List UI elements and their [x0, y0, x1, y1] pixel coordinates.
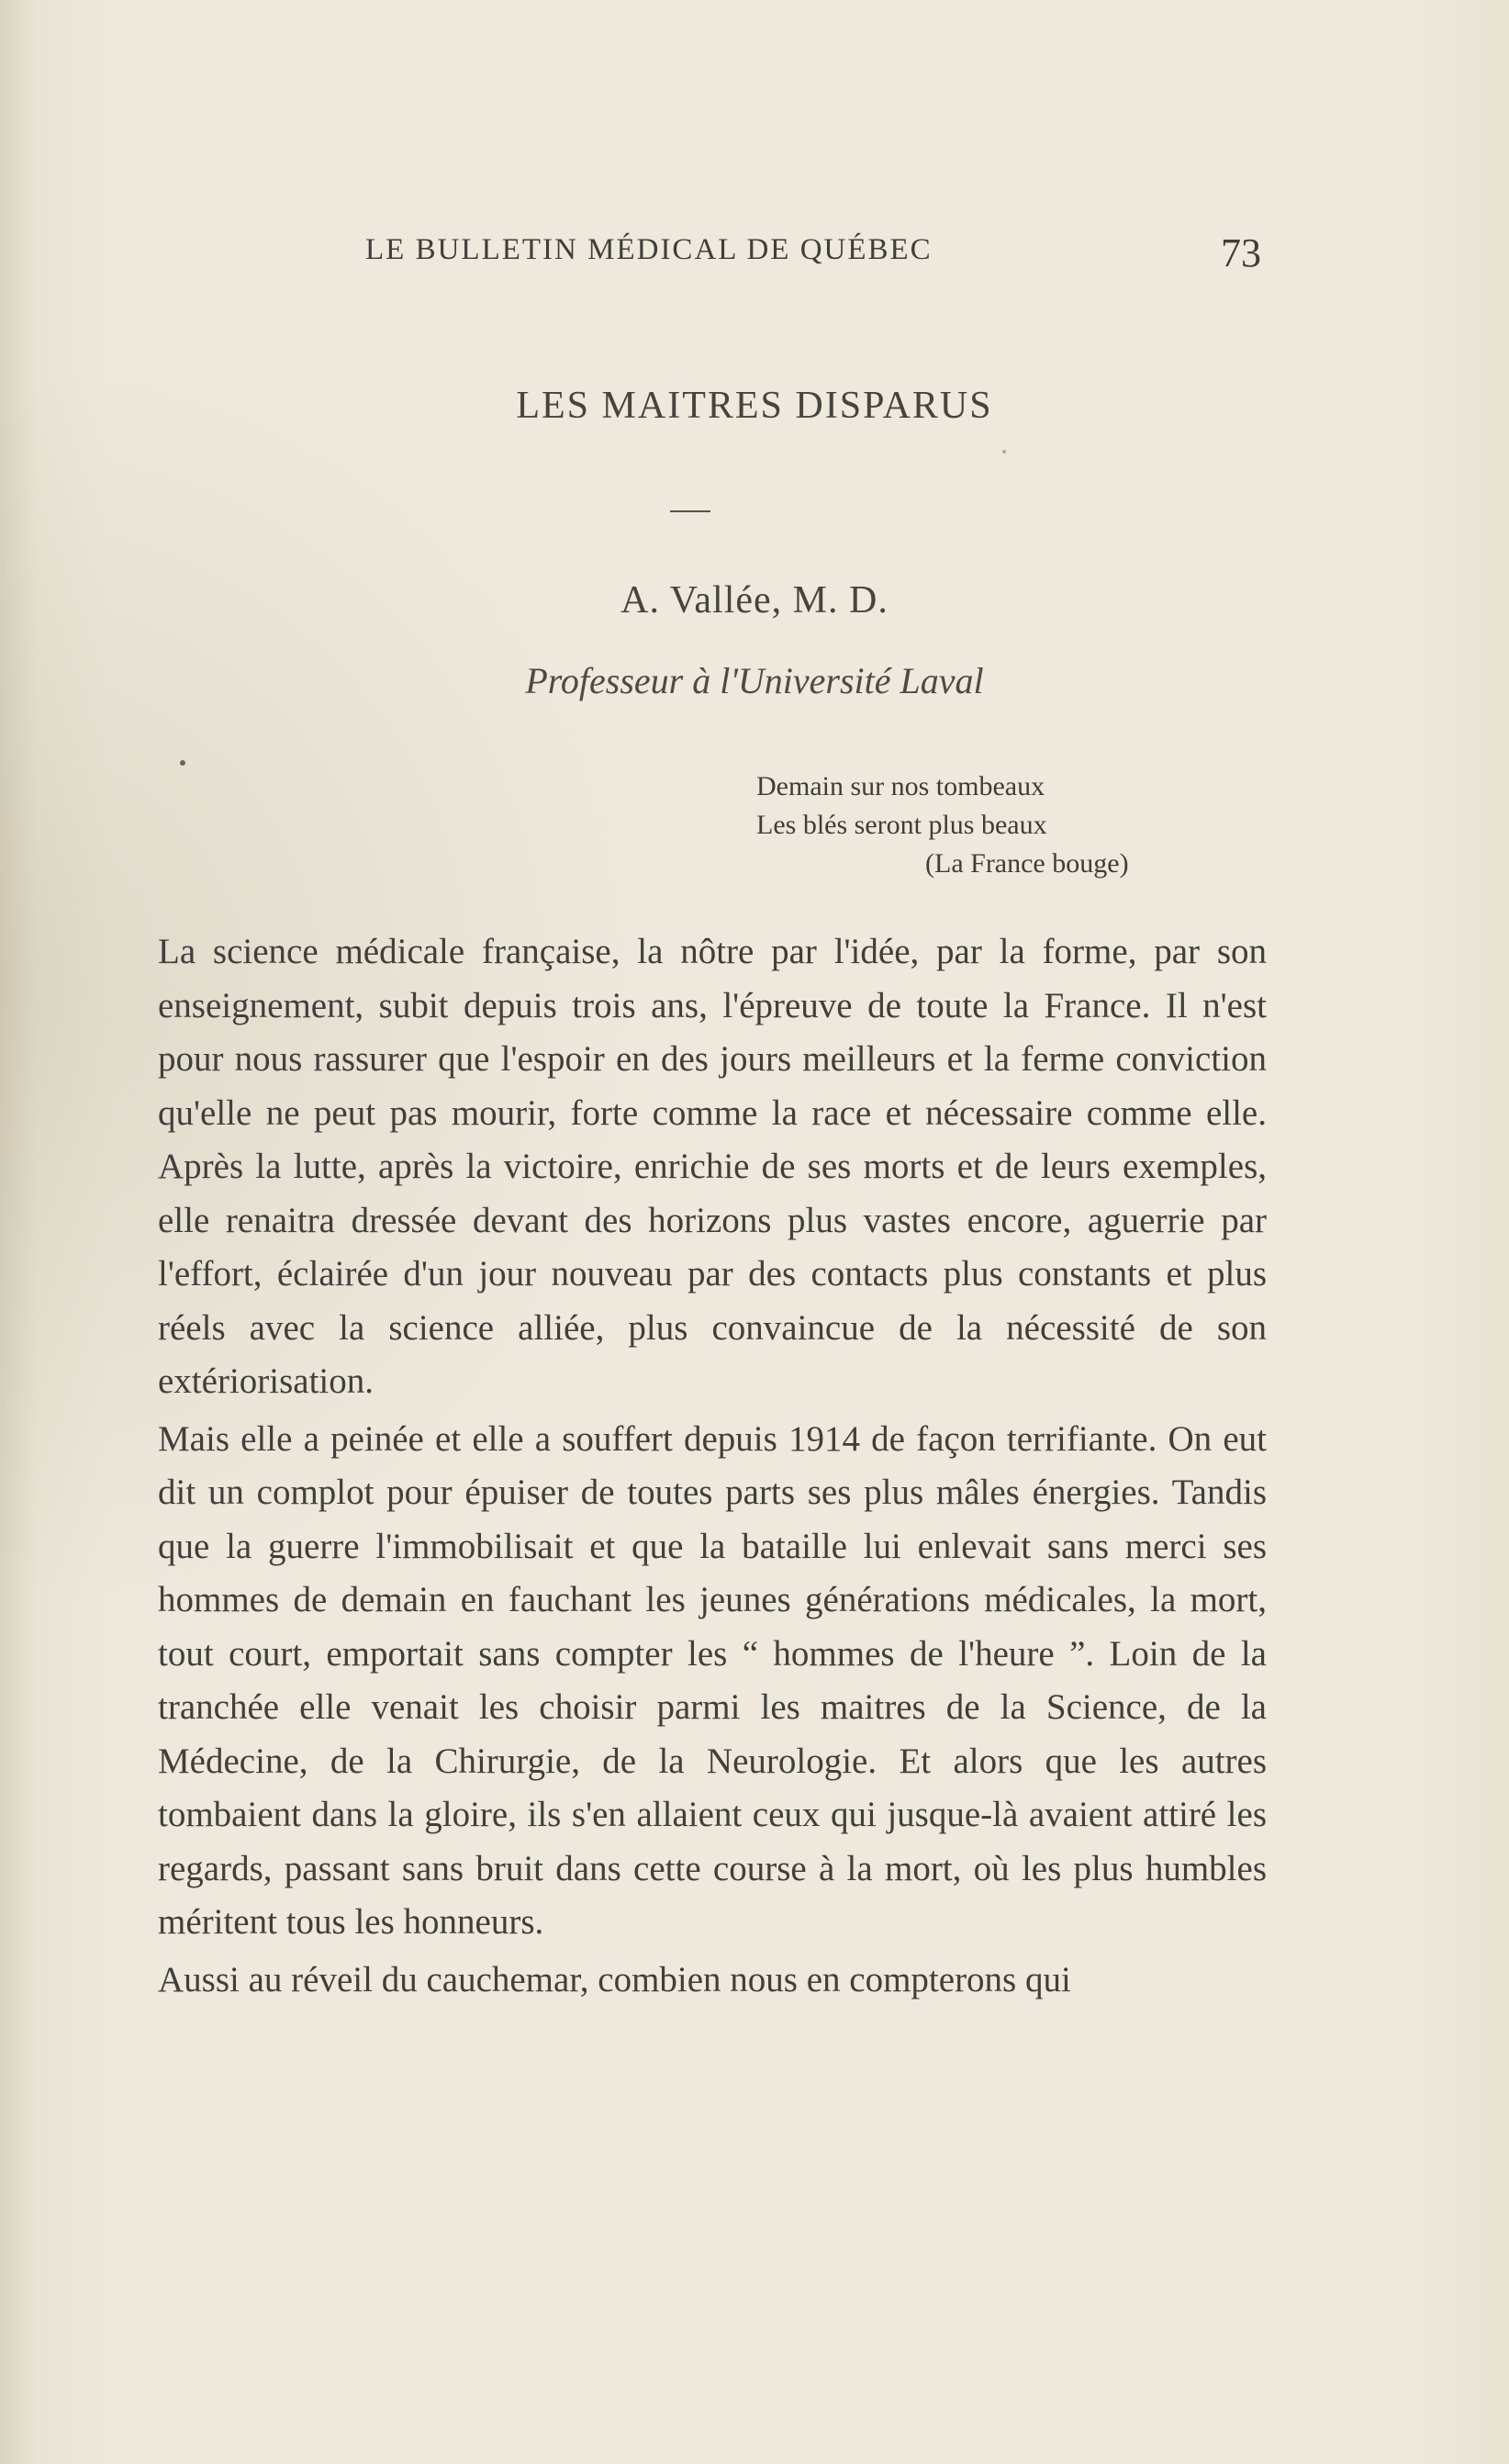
author-affiliation: Professeur à l'Université Laval: [525, 660, 984, 701]
print-speck: [1002, 450, 1006, 454]
body-paragraph: La science médicale française, la nôtre par l'idée, par la forme, par son enseignement, subit depuis trois ans, l'épreuve de toute la France. Il n'est pour nous rassurer que l'espoir en des jours meilleurs et la ferme conviction qu'elle ne peut pas mourir, forte comme la race et nécessaire comme elle. Après la lutte, après la victoire, enrichie de ses morts et de leurs exemples, elle renaitra dressée devant des horizons plus vastes encore, aguerrie par l'effort, éclairée d'un jour nouveau par des contacts plus constants et plus réels avec la science alliée, plus convaincue de la nécessité de son extériorisation.: [158, 932, 1267, 1401]
epigraph-line: Demain sur nos tombeaux: [756, 771, 1045, 801]
page-number: 73: [1221, 230, 1261, 275]
running-head: [0, 230, 1509, 285]
epigraph-source: (La France bouge): [925, 848, 1129, 879]
article-title: LES MAITRES DISPARUS: [516, 385, 993, 427]
author-name: A. Vallée, M. D.: [620, 579, 889, 622]
body-paragraph: Mais elle a peinée et elle a souffert depuis 1914 de façon terrifiante. On eut dit un complot pour épuiser de toutes parts ses plus mâles énergies. Tandis que la guerre l'immobilisait et que la bataille lui enlevait sans merci ses hommes de demain en fauchant les jeunes générations médicales, la mort, tout court, emportait sans compter les “ hommes de l'heure ”. Loin de la tranchée elle venait les choisir parmi les maitres de la Science, de la Médecine, de la Chirurgie, de la Neurologie. Et alors que les autres tombaient dans la gloire, ils s'en allaient ceux qui jusque-là avaient attiré les regards, passant sans bruit dans cette course à la mort, où les plus humbles méritent tous les honneurs.: [158, 1418, 1267, 1942]
print-speck: [180, 760, 185, 766]
epigraph-line: Les blés seront plus beaux: [756, 810, 1047, 840]
article-body: [158, 925, 1267, 2007]
running-title: LE BULLETIN MÉDICAL DE QUÉBEC: [365, 233, 933, 266]
epigraph: [756, 767, 1215, 883]
body-paragraph: Aussi au réveil du cauchemar, combien nous en compterons qui: [158, 1959, 1071, 1999]
title-divider: [670, 510, 710, 512]
